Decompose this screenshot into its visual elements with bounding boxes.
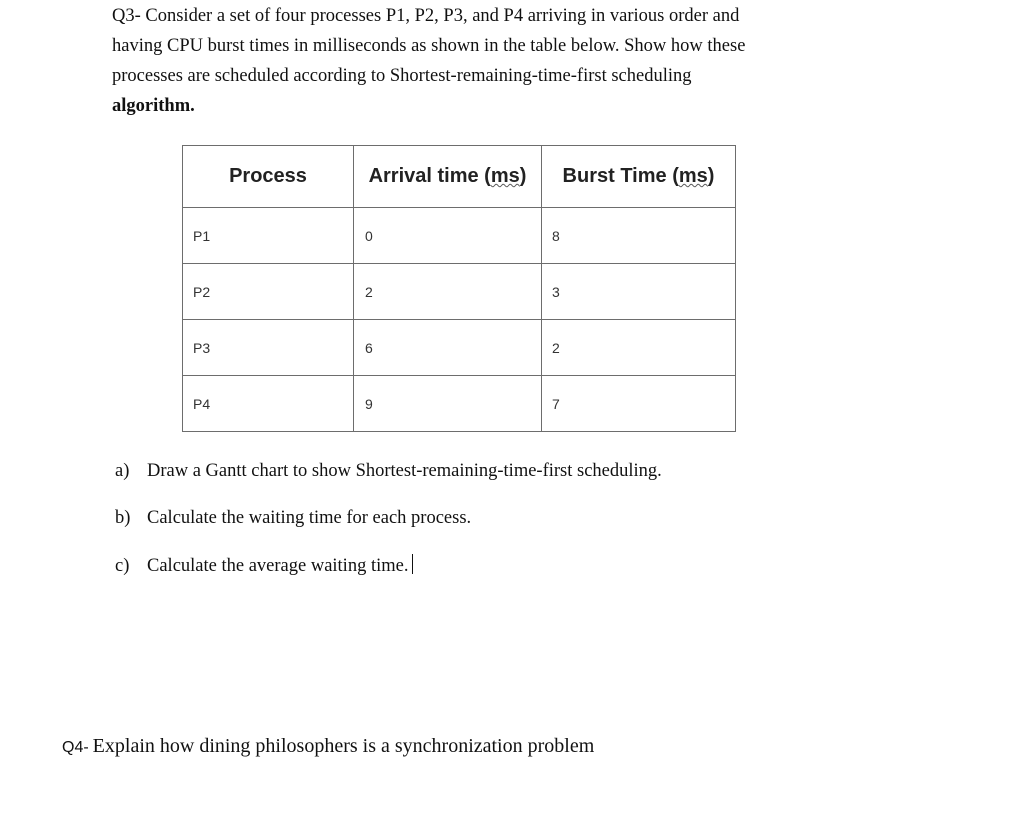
table-row [183,208,736,264]
question-3-text [112,1,812,121]
table-row [183,376,736,432]
q3-line-3: processes are scheduled according to Shortest-remaining-time-first scheduling [112,66,692,86]
cell-process: P2 [183,264,354,320]
cell-arrival: 9 [354,376,542,432]
text-cursor [412,554,413,574]
cell-process: P4 [183,376,354,432]
unit-ms-burst: ms [678,165,708,187]
cell-process: P1 [183,208,354,264]
cell-burst: 8 [542,208,736,264]
q3-line-1: Q3- Consider a set of four processes P1, P2, P3, and P4 arriving in various order and [112,6,740,26]
list-marker: b) [115,508,131,528]
unit-ms-arrival: ms [490,165,520,187]
list-marker: c) [115,556,130,576]
list-item-text: Calculate the average waiting time. [147,556,409,576]
list-item [115,461,662,482]
header-process: Process [183,146,354,208]
table-header-row [183,146,736,208]
header-burst-time: Burst Time (ms) [542,146,736,208]
list-marker: a) [115,461,130,481]
question-4-text [62,735,594,758]
q3-line-4: algorithm. [112,96,195,116]
cell-burst: 3 [542,264,736,320]
cell-arrival: 6 [354,320,542,376]
q3-line-2: having CPU burst times in milliseconds as shown in the table below. Show how these [112,36,746,56]
list-item-text: Calculate the waiting time for each process. [147,508,472,528]
list-item[interactable] [115,554,413,577]
q4-text: Explain how dining philosophers is a synchronization problem [92,735,595,757]
table-row [183,320,736,376]
cell-burst: 2 [542,320,736,376]
table-row [183,264,736,320]
list-item-text: Draw a Gantt chart to show Shortest-remaining-time-first scheduling. [147,461,662,481]
cell-arrival: 0 [354,208,542,264]
q4-number: Q4- [62,739,89,756]
cell-burst: 7 [542,376,736,432]
process-table [182,145,736,432]
cell-process: P3 [183,320,354,376]
header-arrival-time: Arrival time (ms) [354,146,542,208]
list-item [115,508,471,529]
cell-arrival: 2 [354,264,542,320]
